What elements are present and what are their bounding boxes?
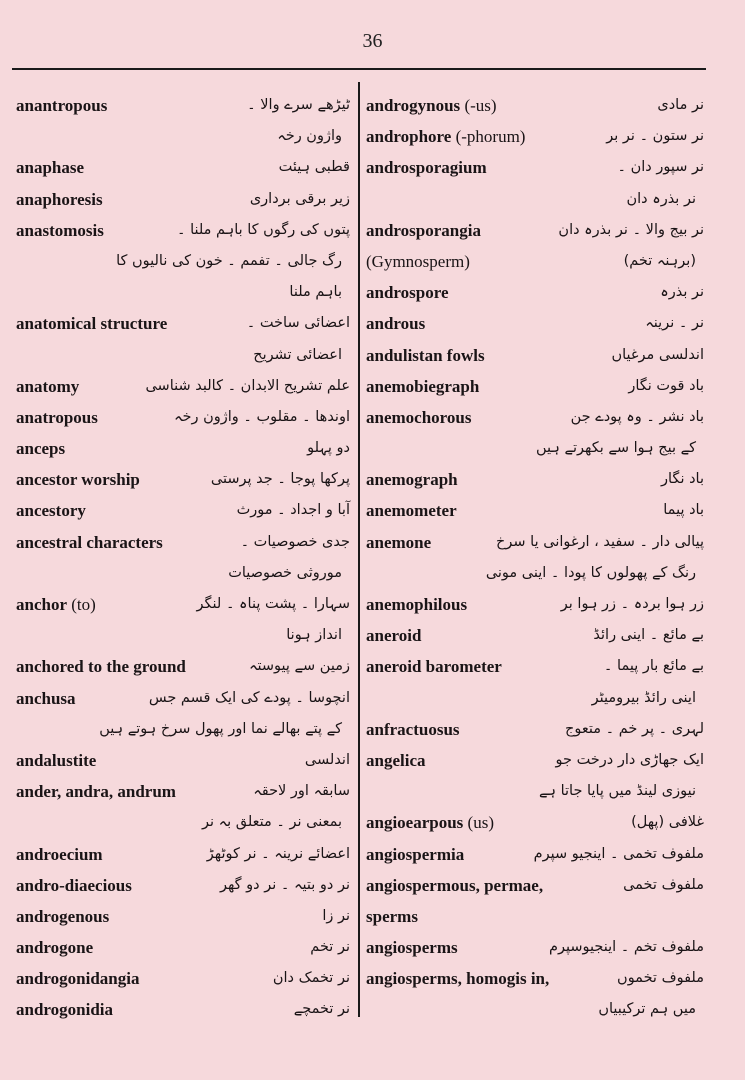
urdu-translation: ملفوف تخمی ۔ اینجیو سپرم xyxy=(533,845,704,862)
english-term-text: androsporangia xyxy=(366,220,481,240)
english-term-text: andro-diaecious xyxy=(16,875,132,895)
urdu-translation: باد قوت نگار xyxy=(628,377,704,394)
urdu-translation: نر بیج والا ۔ نر بذرہ دان xyxy=(558,221,704,238)
dictionary-line xyxy=(16,870,350,901)
left-column xyxy=(16,90,350,1026)
english-term xyxy=(366,963,549,994)
urdu-translation: باد نگار xyxy=(661,471,704,488)
dictionary-line xyxy=(366,839,704,870)
dictionary-line xyxy=(366,184,704,215)
english-term xyxy=(366,277,449,308)
english-term-text: androphore xyxy=(366,127,452,147)
english-term xyxy=(366,870,543,901)
urdu-translation: موروثی خصوصیات xyxy=(228,564,342,581)
dictionary-line xyxy=(366,558,704,589)
urdu-translation: اینی رائڈ بیرومیٹر xyxy=(591,689,696,706)
english-term-text: anemochorous xyxy=(366,407,472,427)
dictionary-line xyxy=(16,901,350,932)
english-term xyxy=(366,402,471,433)
dictionary-line xyxy=(366,402,704,433)
dictionary-line xyxy=(366,776,704,807)
english-term-text: angiosperms, homogis in, xyxy=(366,969,550,989)
dictionary-line xyxy=(366,683,704,714)
english-term xyxy=(366,589,467,620)
dictionary-line xyxy=(366,994,704,1025)
dictionary-line xyxy=(366,215,704,246)
english-term xyxy=(16,495,86,526)
urdu-translation: میں ہم ترکیبیاں xyxy=(598,1001,696,1018)
dictionary-line xyxy=(16,464,350,495)
urdu-translation: زر ہوا بردہ ۔ زر ہوا بر xyxy=(560,596,704,612)
english-term xyxy=(16,90,107,121)
english-term-text: anantropous xyxy=(16,96,108,115)
dictionary-line xyxy=(16,527,350,558)
urdu-translation: ملفوف تخمی xyxy=(623,876,704,893)
dictionary-line xyxy=(16,121,350,152)
dictionary-line xyxy=(16,932,350,963)
english-term-text: androgenous xyxy=(16,906,110,926)
dictionary-line xyxy=(16,651,350,682)
urdu-translation: نر سپور دان ۔ xyxy=(617,159,704,176)
english-term-text: androgone xyxy=(16,938,94,958)
english-term-text: anchor xyxy=(16,595,67,614)
english-term xyxy=(366,807,494,838)
dictionary-line xyxy=(16,246,350,277)
urdu-translation: اعضائی تشریح xyxy=(253,346,342,363)
english-term-text: anemobiegraph xyxy=(366,376,480,396)
english-term-text: angioearpous xyxy=(366,813,464,833)
english-term-text: andulistan fowls xyxy=(366,345,485,365)
urdu-translation: ایک جھاڑی دار درخت جو xyxy=(555,751,704,768)
english-term xyxy=(366,308,425,339)
urdu-translation: باہم ملنا xyxy=(289,284,342,301)
dictionary-line xyxy=(366,870,704,901)
urdu-translation: نر تخمک دان xyxy=(272,970,350,987)
english-term xyxy=(366,620,421,651)
urdu-translation: جدی خصوصیات ۔ xyxy=(240,533,350,550)
dictionary-line xyxy=(366,340,704,371)
english-term xyxy=(366,527,431,558)
english-term xyxy=(16,932,93,963)
english-term xyxy=(16,745,96,776)
english-term-text: anaphoresis xyxy=(16,189,103,209)
dictionary-line xyxy=(366,371,704,402)
urdu-translation: نر زا xyxy=(322,907,350,924)
urdu-translation: انداز ہونا xyxy=(286,627,342,644)
urdu-translation: واژون رخہ xyxy=(277,128,342,145)
english-term xyxy=(16,683,76,714)
urdu-translation: کے بیج ہوا سے بکھرتے ہیں xyxy=(535,440,696,457)
dictionary-line xyxy=(16,994,350,1025)
dictionary-line xyxy=(366,807,704,838)
english-term-text: anatomical structure xyxy=(16,314,168,334)
urdu-translation: (برہنہ تخم) xyxy=(623,252,696,269)
urdu-translation: اعضائی ساخت ۔ xyxy=(246,315,350,332)
urdu-translation: آبا و اجداد ۔ مورث xyxy=(236,502,350,519)
urdu-translation: سہارا ۔ پشت پناہ ۔ لنگر xyxy=(196,596,350,612)
dictionary-line xyxy=(16,90,350,121)
dictionary-line xyxy=(16,433,350,464)
english-term-text: ancestral characters xyxy=(16,532,163,552)
english-term xyxy=(366,714,460,745)
column-divider xyxy=(358,82,360,1017)
english-term-text: angiospermia xyxy=(366,844,465,864)
header-rule xyxy=(12,68,706,70)
urdu-translation: علم تشریح الابدان ۔ کالبد شناسی xyxy=(145,377,350,394)
english-term xyxy=(366,651,502,682)
dictionary-line xyxy=(16,745,350,776)
english-term xyxy=(366,246,470,277)
dictionary-line xyxy=(16,807,350,838)
english-term-text: androus xyxy=(366,314,426,334)
english-term-text: anchored to the ground xyxy=(16,657,186,677)
english-term xyxy=(16,963,139,994)
urdu-translation: نر بذرہ دان xyxy=(626,190,696,207)
urdu-translation: باد نشر ۔ وہ پودے جن xyxy=(570,408,704,425)
right-column xyxy=(366,90,704,1026)
urdu-translation: نر تخم xyxy=(310,939,350,956)
english-term xyxy=(366,121,525,152)
english-term xyxy=(366,745,426,776)
english-term-text: anatropous xyxy=(16,407,98,427)
english-term xyxy=(16,870,132,901)
dictionary-line xyxy=(366,152,704,183)
urdu-translation: زمین سے پیوستہ xyxy=(249,658,350,675)
dictionary-line xyxy=(366,745,704,776)
english-term xyxy=(16,527,163,558)
dictionary-line xyxy=(16,152,350,183)
english-term-text: angelica xyxy=(366,750,426,770)
dictionary-line xyxy=(366,963,704,994)
english-term-text: anemophilous xyxy=(366,595,468,614)
english-term xyxy=(16,839,103,870)
english-term-text: anemometer xyxy=(366,501,457,521)
urdu-translation: پرکھا پوجا ۔ جد پرستی xyxy=(210,471,350,488)
english-term-text: anceps xyxy=(16,439,66,459)
english-term-text: anemone xyxy=(366,532,432,552)
english-term-suffix: (us) xyxy=(463,813,494,833)
english-term xyxy=(16,901,109,932)
english-term-text: androgonidangia xyxy=(16,969,140,989)
english-term xyxy=(16,402,98,433)
english-term-text: sperms xyxy=(366,906,418,926)
english-term xyxy=(366,932,458,963)
english-term xyxy=(16,589,96,620)
urdu-translation: قطبی ہیئت xyxy=(278,159,350,176)
urdu-translation: پیالی دار ۔ سفید ، ارغوانی یا سرخ xyxy=(496,533,704,550)
dictionary-line xyxy=(16,340,350,371)
english-term xyxy=(16,776,176,807)
english-term-text: andalustite xyxy=(16,750,97,770)
urdu-translation: اندلسی مرغیاں xyxy=(611,346,704,363)
english-term-text: anastomosis xyxy=(16,220,104,240)
english-term xyxy=(16,994,113,1025)
english-term xyxy=(16,371,79,402)
english-term-text: androgynous xyxy=(366,96,461,115)
urdu-translation: نر دو بتیہ ۔ نر دو گھر xyxy=(219,876,350,893)
dictionary-line xyxy=(366,246,704,277)
urdu-translation: دو پہلو xyxy=(307,440,350,457)
english-term xyxy=(366,901,418,932)
dictionary-line xyxy=(16,776,350,807)
urdu-translation: نر تخمچے xyxy=(293,1001,350,1018)
dictionary-line xyxy=(16,558,350,589)
urdu-translation: رگ جالی ۔ تفمم ۔ خون کی نالیوں کا xyxy=(116,252,342,269)
urdu-translation: انچوسا ۔ پودے کی ایک قسم جس xyxy=(148,689,350,706)
urdu-translation: ملفوف تخموں xyxy=(617,970,704,987)
urdu-translation: نر ۔ نرینہ xyxy=(645,315,704,332)
dictionary-line xyxy=(366,121,704,152)
dictionary-line xyxy=(16,683,350,714)
dictionary-line xyxy=(16,620,350,651)
english-term-text: anemograph xyxy=(366,470,458,490)
english-term-text: anaphase xyxy=(16,158,85,178)
dictionary-line xyxy=(16,402,350,433)
urdu-translation: کے پتے بھالے نما اور پھول سرخ ہوتے ہیں xyxy=(99,720,342,737)
english-term-text: anatomy xyxy=(16,376,80,396)
english-term xyxy=(16,433,65,464)
dictionary-line xyxy=(366,277,704,308)
dictionary-line xyxy=(366,901,704,932)
dictionary-line xyxy=(16,839,350,870)
dictionary-line xyxy=(16,495,350,526)
dictionary-line xyxy=(16,308,350,339)
urdu-translation: بے مائع بار پیما ۔ xyxy=(603,658,704,675)
dictionary-line xyxy=(366,527,704,558)
english-term xyxy=(16,651,186,682)
english-term-text: anchusa xyxy=(16,688,76,708)
english-term xyxy=(366,340,485,371)
english-term xyxy=(366,371,479,402)
english-term-text: aneroid barometer xyxy=(366,657,502,677)
english-term xyxy=(366,464,458,495)
urdu-translation: زیر برقی برداری xyxy=(249,190,350,207)
urdu-translation: بمعنی نر ۔ متعلق بہ نر xyxy=(201,814,342,831)
urdu-translation: سابقہ اور لاحقہ xyxy=(253,783,350,800)
dictionary-line xyxy=(366,714,704,745)
dictionary-line xyxy=(366,464,704,495)
dictionary-line xyxy=(16,215,350,246)
urdu-translation: اعضائے نرینہ ۔ نر کوٹھڑ xyxy=(206,845,350,862)
urdu-translation: نر مادی xyxy=(657,97,704,113)
dictionary-line xyxy=(16,371,350,402)
urdu-translation: غلافی (پھل) xyxy=(631,814,704,831)
english-term-text: aneroid xyxy=(366,626,422,646)
dictionary-line xyxy=(366,589,704,620)
english-term-text: angiosperms xyxy=(366,938,458,958)
urdu-translation: باد پیما xyxy=(663,502,704,519)
urdu-translation: ملفوف تخم ۔ اینجیوسپرم xyxy=(549,939,704,956)
dictionary-line xyxy=(366,651,704,682)
english-term-text: ander, andra, andrum xyxy=(16,782,176,802)
dictionary-line xyxy=(16,277,350,308)
urdu-translation: اندلسی xyxy=(304,751,350,768)
english-term-suffix: (to) xyxy=(67,595,96,614)
dictionary-line xyxy=(366,308,704,339)
dictionary-line xyxy=(16,963,350,994)
english-term xyxy=(366,90,497,121)
english-term-text: ancestor worship xyxy=(16,470,140,490)
english-term xyxy=(366,152,487,183)
page-number: 36 xyxy=(362,30,383,52)
english-term-suffix: (Gymnosperm) xyxy=(366,251,470,271)
dictionary-line xyxy=(16,714,350,745)
english-term-suffix: (-phorum) xyxy=(451,127,526,147)
urdu-translation: نر بذرہ xyxy=(660,284,704,301)
urdu-translation: نیوزی لینڈ میں پایا جاتا ہے xyxy=(539,783,696,800)
english-term-suffix: (-us) xyxy=(460,96,497,115)
dictionary-line xyxy=(366,620,704,651)
english-term-text: androsporagium xyxy=(366,158,487,178)
dictionary-line xyxy=(366,90,704,121)
english-term-text: androspore xyxy=(366,283,449,303)
urdu-translation: لہری ۔ پر خم ۔ متعوج xyxy=(565,720,704,737)
english-term xyxy=(366,839,464,870)
english-term xyxy=(366,495,457,526)
english-term xyxy=(16,308,167,339)
urdu-translation: اوندھا ۔ مقلوب ۔ واژون رخہ xyxy=(174,408,350,425)
english-term-text: ancestory xyxy=(16,501,86,521)
english-term-text: angiospermous, permae, xyxy=(366,875,544,895)
dictionary-line xyxy=(366,495,704,526)
urdu-translation: پتوں کی رگوں کا باہم ملنا ۔ xyxy=(176,221,350,238)
english-term xyxy=(16,184,103,215)
english-term xyxy=(366,215,481,246)
urdu-translation: نر ستون ۔ نر بر xyxy=(606,128,704,145)
urdu-translation: رنگ کے پھولوں کا پودا ۔ اینی مونی xyxy=(485,564,696,581)
english-term-text: androgonidia xyxy=(16,1000,114,1020)
english-term-text: androecium xyxy=(16,844,103,864)
english-term xyxy=(16,215,104,246)
dictionary-line xyxy=(366,932,704,963)
english-term-text: anfractuosus xyxy=(366,719,460,739)
english-term xyxy=(16,152,84,183)
dictionary-line xyxy=(16,589,350,620)
english-term xyxy=(16,464,140,495)
urdu-translation: بے مائع ۔ اینی رائڈ xyxy=(593,627,704,644)
urdu-translation: ٹیڑھے سرے والا ۔ xyxy=(247,97,350,113)
dictionary-line xyxy=(16,184,350,215)
dictionary-line xyxy=(366,433,704,464)
